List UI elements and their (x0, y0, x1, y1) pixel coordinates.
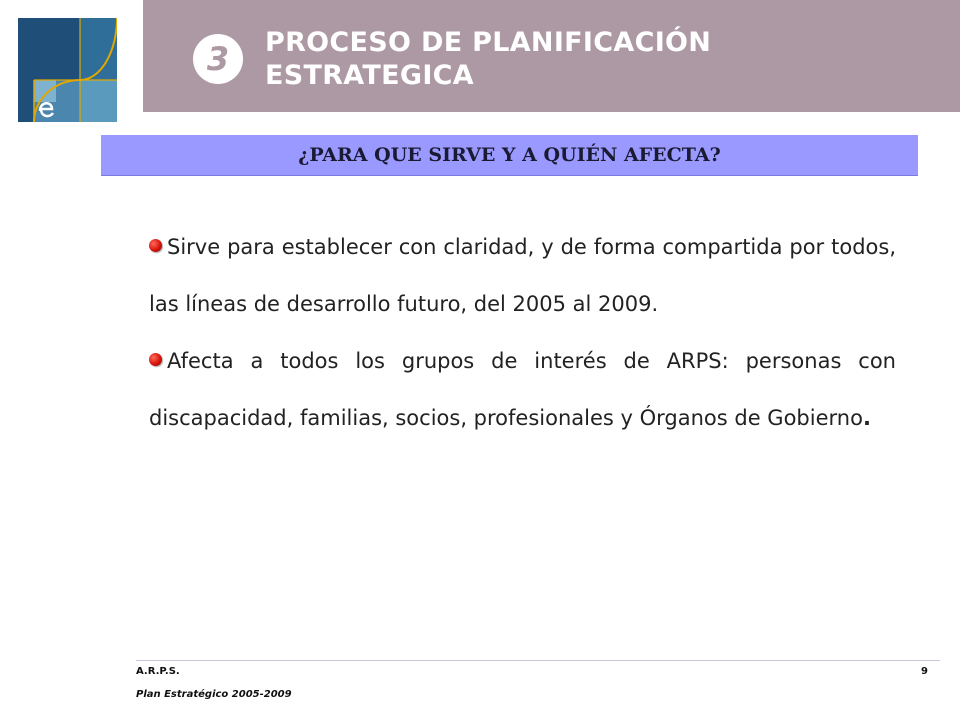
section-number-badge (193, 34, 243, 84)
red-bullet-icon (149, 353, 162, 366)
bullet-list (149, 219, 896, 447)
arps-logo (18, 18, 117, 122)
footer-document-title: Plan Estratégico 2005-2009 (136, 689, 292, 700)
page-number: 9 (921, 666, 928, 677)
page-title-line-1: PROCESO DE PLANIFICACIÓN (265, 27, 712, 58)
footer-organization: A.R.P.S. (136, 666, 180, 677)
bullet-text: Sirve para establecer con claridad, y de forma compartida por todos, las líneas de desarrollo futuro, del 2005 al 2009. (149, 235, 896, 316)
page-title (265, 26, 825, 92)
red-bullet-icon (149, 239, 162, 252)
footer-divider (136, 660, 940, 661)
bullet-item (149, 219, 896, 333)
bullet-end-mark: . (862, 406, 871, 430)
bullet-item (149, 333, 896, 447)
subtitle: ¿PARA QUE SIRVE Y A QUIÉN AFECTA? (298, 144, 721, 166)
section-number: 3 (206, 40, 230, 78)
footer (136, 666, 292, 700)
page-title-line-2: ESTRATEGICA (265, 60, 474, 91)
subtitle-bar (101, 135, 918, 175)
bullet-text: Afecta a todos los grupos de interés de ARPS: personas con discapacidad, familias, socios, profesionales y Órganos de Gobierno (149, 349, 896, 430)
